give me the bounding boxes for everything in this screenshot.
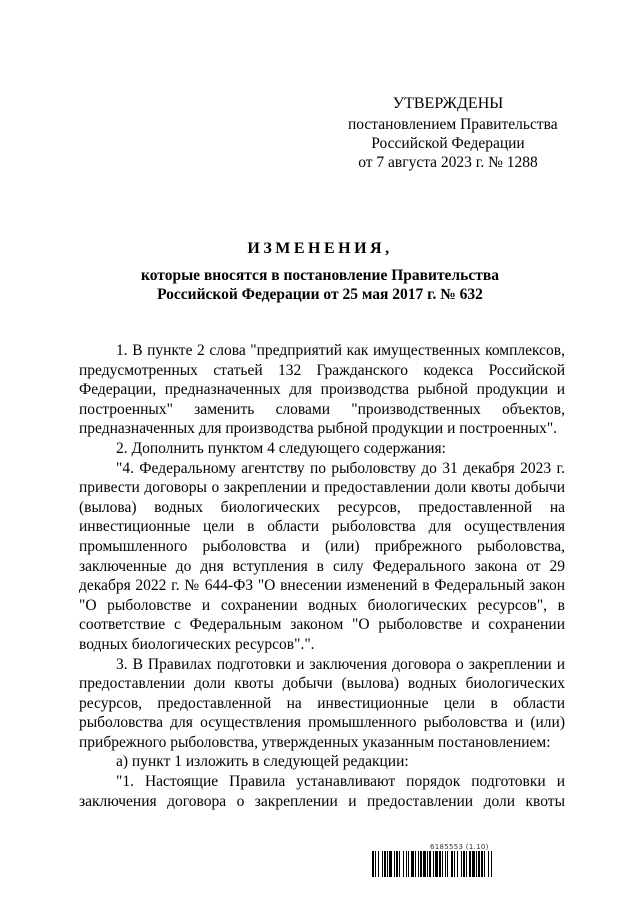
barcode-bar xyxy=(463,851,465,877)
barcode-bar xyxy=(403,851,404,877)
barcode-bar xyxy=(399,851,400,877)
barcode-bar xyxy=(451,851,453,877)
barcode-bar xyxy=(435,851,438,877)
barcode-bar xyxy=(389,851,392,877)
barcode-bar xyxy=(427,851,428,877)
barcode-bar xyxy=(382,851,383,877)
barcode-bar xyxy=(411,851,414,877)
barcode-bar xyxy=(387,851,388,877)
barcode-bar xyxy=(396,851,398,877)
document-title: ИЗМЕНЕНИЯ, xyxy=(247,240,393,257)
barcode-bar xyxy=(454,851,455,877)
barcode-bar xyxy=(439,851,441,877)
barcode-bar xyxy=(457,851,458,877)
barcode-bar xyxy=(415,851,416,877)
subtitle-line-1: которые вносятся в постановление Правительства xyxy=(141,267,499,284)
barcode-bar xyxy=(394,851,395,877)
barcode-bar xyxy=(375,851,376,877)
approval-block xyxy=(348,94,558,172)
barcode-bar xyxy=(423,851,426,877)
approval-line-2: Российской Федерации xyxy=(371,135,525,152)
barcode-bar xyxy=(418,851,419,877)
subtitle-line-2: Российской Федерации от 25 мая 2017 г. № 632 xyxy=(157,286,483,303)
barcode-bar xyxy=(420,851,422,877)
barcode-bar xyxy=(447,851,448,877)
barcode-bar xyxy=(442,851,443,877)
approval-line-1: постановлением Правительства xyxy=(348,116,558,133)
barcode-bar xyxy=(372,851,374,877)
paragraph-5: а) пункт 1 изложить в следующей редакции: xyxy=(116,753,409,771)
document-body xyxy=(79,341,565,811)
approval-stamp: УТВЕРЖДЕНЫ xyxy=(392,95,504,112)
barcode-bar xyxy=(478,851,480,877)
barcode-bar xyxy=(384,851,386,877)
paragraph-6: "1. Настоящие Правила устанавливают порядок подготовки и заключения договора о закреплении и предоставлении доли квоты xyxy=(79,773,565,810)
barcode-bar xyxy=(429,851,431,877)
barcode-bar xyxy=(408,851,409,877)
barcode-bar xyxy=(469,851,471,877)
barcode-bar xyxy=(476,851,477,877)
barcode-bar xyxy=(378,851,379,877)
approval-line-3: от 7 августа 2023 г. № 1288 xyxy=(358,154,538,171)
paragraph-4: 3. В Правилах подготовки и заключения договора о закреплении и предоставлении доли квоты добычи (вылова) водных биологических ресурсов, предоставленной на инвестиционные цели в области рыболовства для осуществления промышленного рыболовства и (или) прибрежного рыболовства, утвержденных указанным постановлением: xyxy=(79,655,565,751)
barcode-bar xyxy=(484,851,485,877)
barcode-bar xyxy=(481,851,483,877)
barcode-bar xyxy=(433,851,434,877)
document-code: 6185553 (1.10) xyxy=(430,843,489,851)
paragraph-1: 1. В пункте 2 слова "предприятий как имущественных комплексов, предусмотренных статьей 132 Гражданского кодекса Российской Федерации, предназначенных для производства рыбной продукции и построенных" заменить словами "производственных объектов, предназначенных для производства рыбной продукции и построенных". xyxy=(79,342,565,438)
paragraph-3: "4. Федеральному агентству по рыболовству до 31 декабря 2023 г. привести договоры о закреплении и предоставлении доли квоты добычи (вылова) водных биологических ресурсов, предоставленной на инвестиционные цели в области рыболовства для осуществления промышленного рыболовства и (или) прибрежного рыболовства, заключенные до дня вступления в силу Федерального закона от 29 декабря 2022 г. № 644-ФЗ "О внесении изменений в Федеральный закон "О рыболовстве и сохранении водных биологических ресурсов", в соответствие с Федеральным законом "О рыболовстве и сохранении водных биологических ресурсов".". xyxy=(79,459,565,653)
barcode-bar xyxy=(472,851,475,877)
barcode-bar xyxy=(445,851,446,877)
barcode-bar xyxy=(466,851,467,877)
barcode-bar xyxy=(406,851,407,877)
barcode-bar xyxy=(488,851,489,877)
barcode-bar xyxy=(461,851,462,877)
paragraph-2: 2. Дополнить пунктом 4 следующего содержания: xyxy=(116,439,446,457)
document-subtitle xyxy=(100,266,540,304)
barcode-bar xyxy=(491,851,492,877)
barcode-image xyxy=(372,851,569,877)
